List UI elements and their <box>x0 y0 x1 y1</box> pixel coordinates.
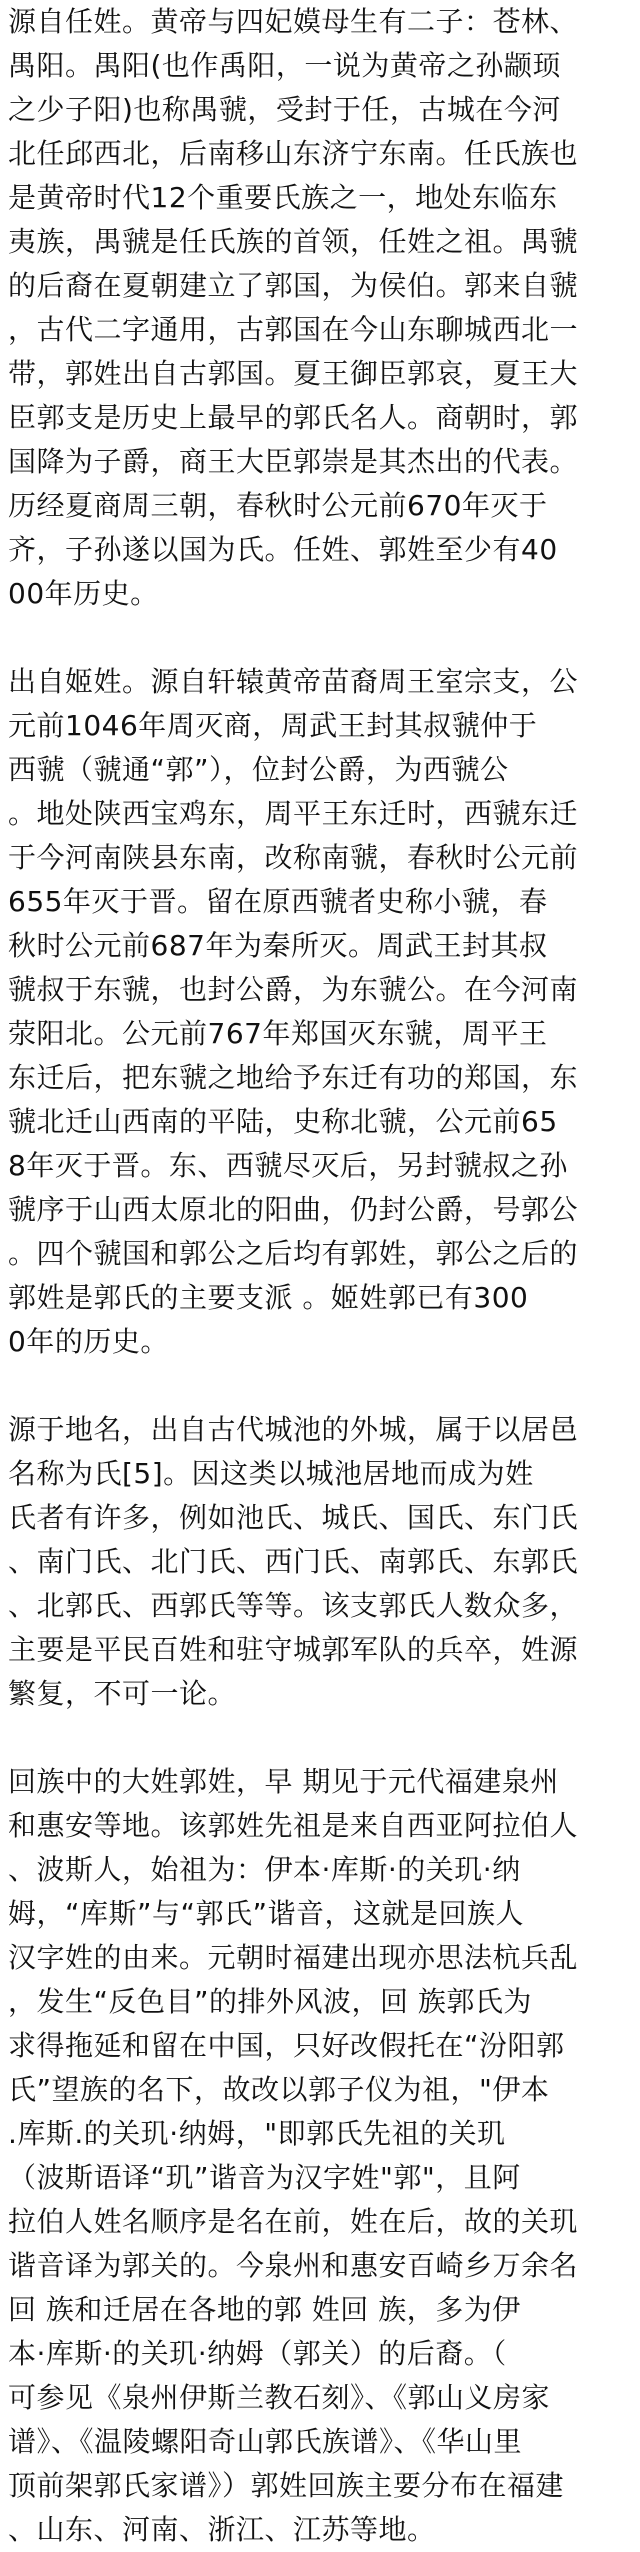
text-line: 0年的历史。 <box>8 1325 169 1358</box>
text-line: 、南门氏、北门氏、西门氏、南郭氏、东郭氏 <box>8 1545 579 1578</box>
text-line: ，古代二字通用，古郭国在今山东聊城西北一 <box>8 313 579 346</box>
text-line: 的后裔在夏朝建立了郭国，为侯伯。郭来自虢 <box>8 269 579 302</box>
text-line: 秋时公元前687年为秦所灭。周武王封其叔 <box>8 929 548 962</box>
text-line: 、山东、河南、浙江、江苏等地。 <box>8 2513 436 2546</box>
text-line: 北任邱西北，后南移山东济宁东南。任氏族也 <box>8 137 579 170</box>
text-line: 、北郭氏、西郭氏等等。该支郭氏人数众多， <box>8 1589 579 1622</box>
paragraph-origin-hui <box>8 1760 630 2552</box>
text-line: 氏”望族的名下，故改以郭子仪为祖，"伊本 <box>8 2073 550 2106</box>
text-line: 。地处陕西宝鸡东，周平王东迁时，西虢东迁 <box>8 797 579 830</box>
text-line: 历经夏商周三朝，春秋时公元前670年灭于 <box>8 489 548 522</box>
text-line: 谱》、《温陵螺阳奇山郭氏族谱》、《华山里 <box>8 2425 523 2458</box>
paragraph-spacer <box>8 1364 630 1408</box>
text-line: 出自姬姓。源自轩辕黄帝苗裔周王室宗支，公 <box>8 665 579 698</box>
text-line: .库斯.的关玑·纳姆，"即郭氏先祖的关玑 <box>8 2117 506 2150</box>
text-line: 本·库斯·的关玑·纳姆（郭关）的后裔。（ <box>8 2337 507 2370</box>
text-line: 元前1046年周灭商，周武王封其叔虢仲于 <box>8 709 538 742</box>
text-line: 可参见《泉州伊斯兰教石刻》、《郭山义房家 <box>8 2381 551 2414</box>
paragraph-origin-ji <box>8 660 630 1364</box>
text-line: 汉字姓的由来。元朝时福建出现亦思法杭兵乱 <box>8 1941 579 1974</box>
text-line: 氏者有许多，例如池氏、城氏、国氏、东门氏 <box>8 1501 579 1534</box>
text-line: 名称为氏[5]。因这类以城池居地而成为姓 <box>8 1457 534 1490</box>
text-line: 655年灭于晋。留在原西虢者史称小虢，春 <box>8 885 548 918</box>
paragraph-origin-ren <box>8 0 630 616</box>
text-line: 虢北迁山西南的平陆，史称北虢，公元前65 <box>8 1105 558 1138</box>
text-line: 于今河南陕县东南，改称南虢，春秋时公元前 <box>8 841 579 874</box>
text-line: 虢叔于东虢，也封公爵，为东虢公。在今河南 <box>8 973 579 1006</box>
text-line: 源自任姓。黄帝与四妃嫫母生有二子：苍林、 <box>8 5 579 38</box>
text-line: 繁复，不可一论。 <box>8 1677 237 1710</box>
text-line: 禺阳。禺阳(也作禹阳，一说为黄帝之孙颛顼 <box>8 49 561 82</box>
text-line: 西虢（虢通“郭”），位封公爵，为西虢公 <box>8 753 509 786</box>
text-line: 主要是平民百姓和驻守城郭军队的兵卒，姓源 <box>8 1633 579 1666</box>
text-line: 虢序于山西太原北的阳曲，仍封公爵，号郭公 <box>8 1193 579 1226</box>
text-line: 回族中的大姓郭姓，早 期见于元代福建泉州 <box>8 1765 559 1798</box>
text-line: 带，郭姓出自古郭国。夏王御臣郭哀，夏王大 <box>8 357 579 390</box>
text-line: 顶前架郭氏家谱》）郭姓回族主要分布在福建 <box>8 2469 565 2502</box>
text-line: ，发生“反色目”的排外风波，回 族郭氏为 <box>8 1985 532 2018</box>
text-line: 和惠安等地。该郭姓先祖是来自西亚阿拉伯人 <box>8 1809 579 1842</box>
text-line: （波斯语译“玑”谐音为汉字姓"郭"，且阿 <box>8 2161 521 2194</box>
text-line: 齐，子孙遂以国为氏。任姓、郭姓至少有40 <box>8 533 558 566</box>
text-line: 00年历史。 <box>8 577 159 610</box>
text-line: 荥阳北。公元前767年郑国灭东虢，周平王 <box>8 1017 548 1050</box>
text-line: 是黄帝时代12个重要氏族之一，地处东临东 <box>8 181 558 214</box>
text-line: 求得拖延和留在中国，只好改假托在“汾阳郭 <box>8 2029 565 2062</box>
text-line: 姆，“库斯”与“郭氏”谐音，这就是回族人 <box>8 1897 525 1930</box>
text-line: 国降为子爵，商王大臣郭崇是其杰出的代表。 <box>8 445 579 478</box>
text-line: 拉伯人姓名顺序是名在前，姓在后，故的关玑 <box>8 2205 579 2238</box>
text-line: 源于地名，出自古代城池的外城，属于以居邑 <box>8 1413 579 1446</box>
paragraph-spacer <box>8 616 630 660</box>
text-line: 臣郭支是历史上最早的郭氏名人。商朝时，郭 <box>8 401 579 434</box>
text-line: 谐音译为郭关的。今泉州和惠安百崎乡万余名 <box>8 2249 579 2282</box>
text-line: 。四个虢国和郭公之后均有郭姓，郭公之后的 <box>8 1237 579 1270</box>
text-line: 之少子阳)也称禺虢，受封于任，古城在今河 <box>8 93 561 126</box>
paragraph-spacer <box>8 1716 630 1760</box>
paragraph-origin-place <box>8 1408 630 1716</box>
text-line: 郭姓是郭氏的主要支派 。姬姓郭已有300 <box>8 1281 529 1314</box>
text-line: 回 族和迁居在各地的郭 姓回 族，多为伊 <box>8 2293 521 2326</box>
text-line: 8年灭于晋。东、西虢尽灭后，另封虢叔之孙 <box>8 1149 568 1182</box>
text-line: 夷族，禺虢是任氏族的首领，任姓之祖。禺虢 <box>8 225 579 258</box>
text-line: 东迁后，把东虢之地给予东迁有功的郑国，东 <box>8 1061 579 1094</box>
text-line: 、波斯人，始祖为：伊本·库斯·的关玑·纳 <box>8 1853 521 1886</box>
